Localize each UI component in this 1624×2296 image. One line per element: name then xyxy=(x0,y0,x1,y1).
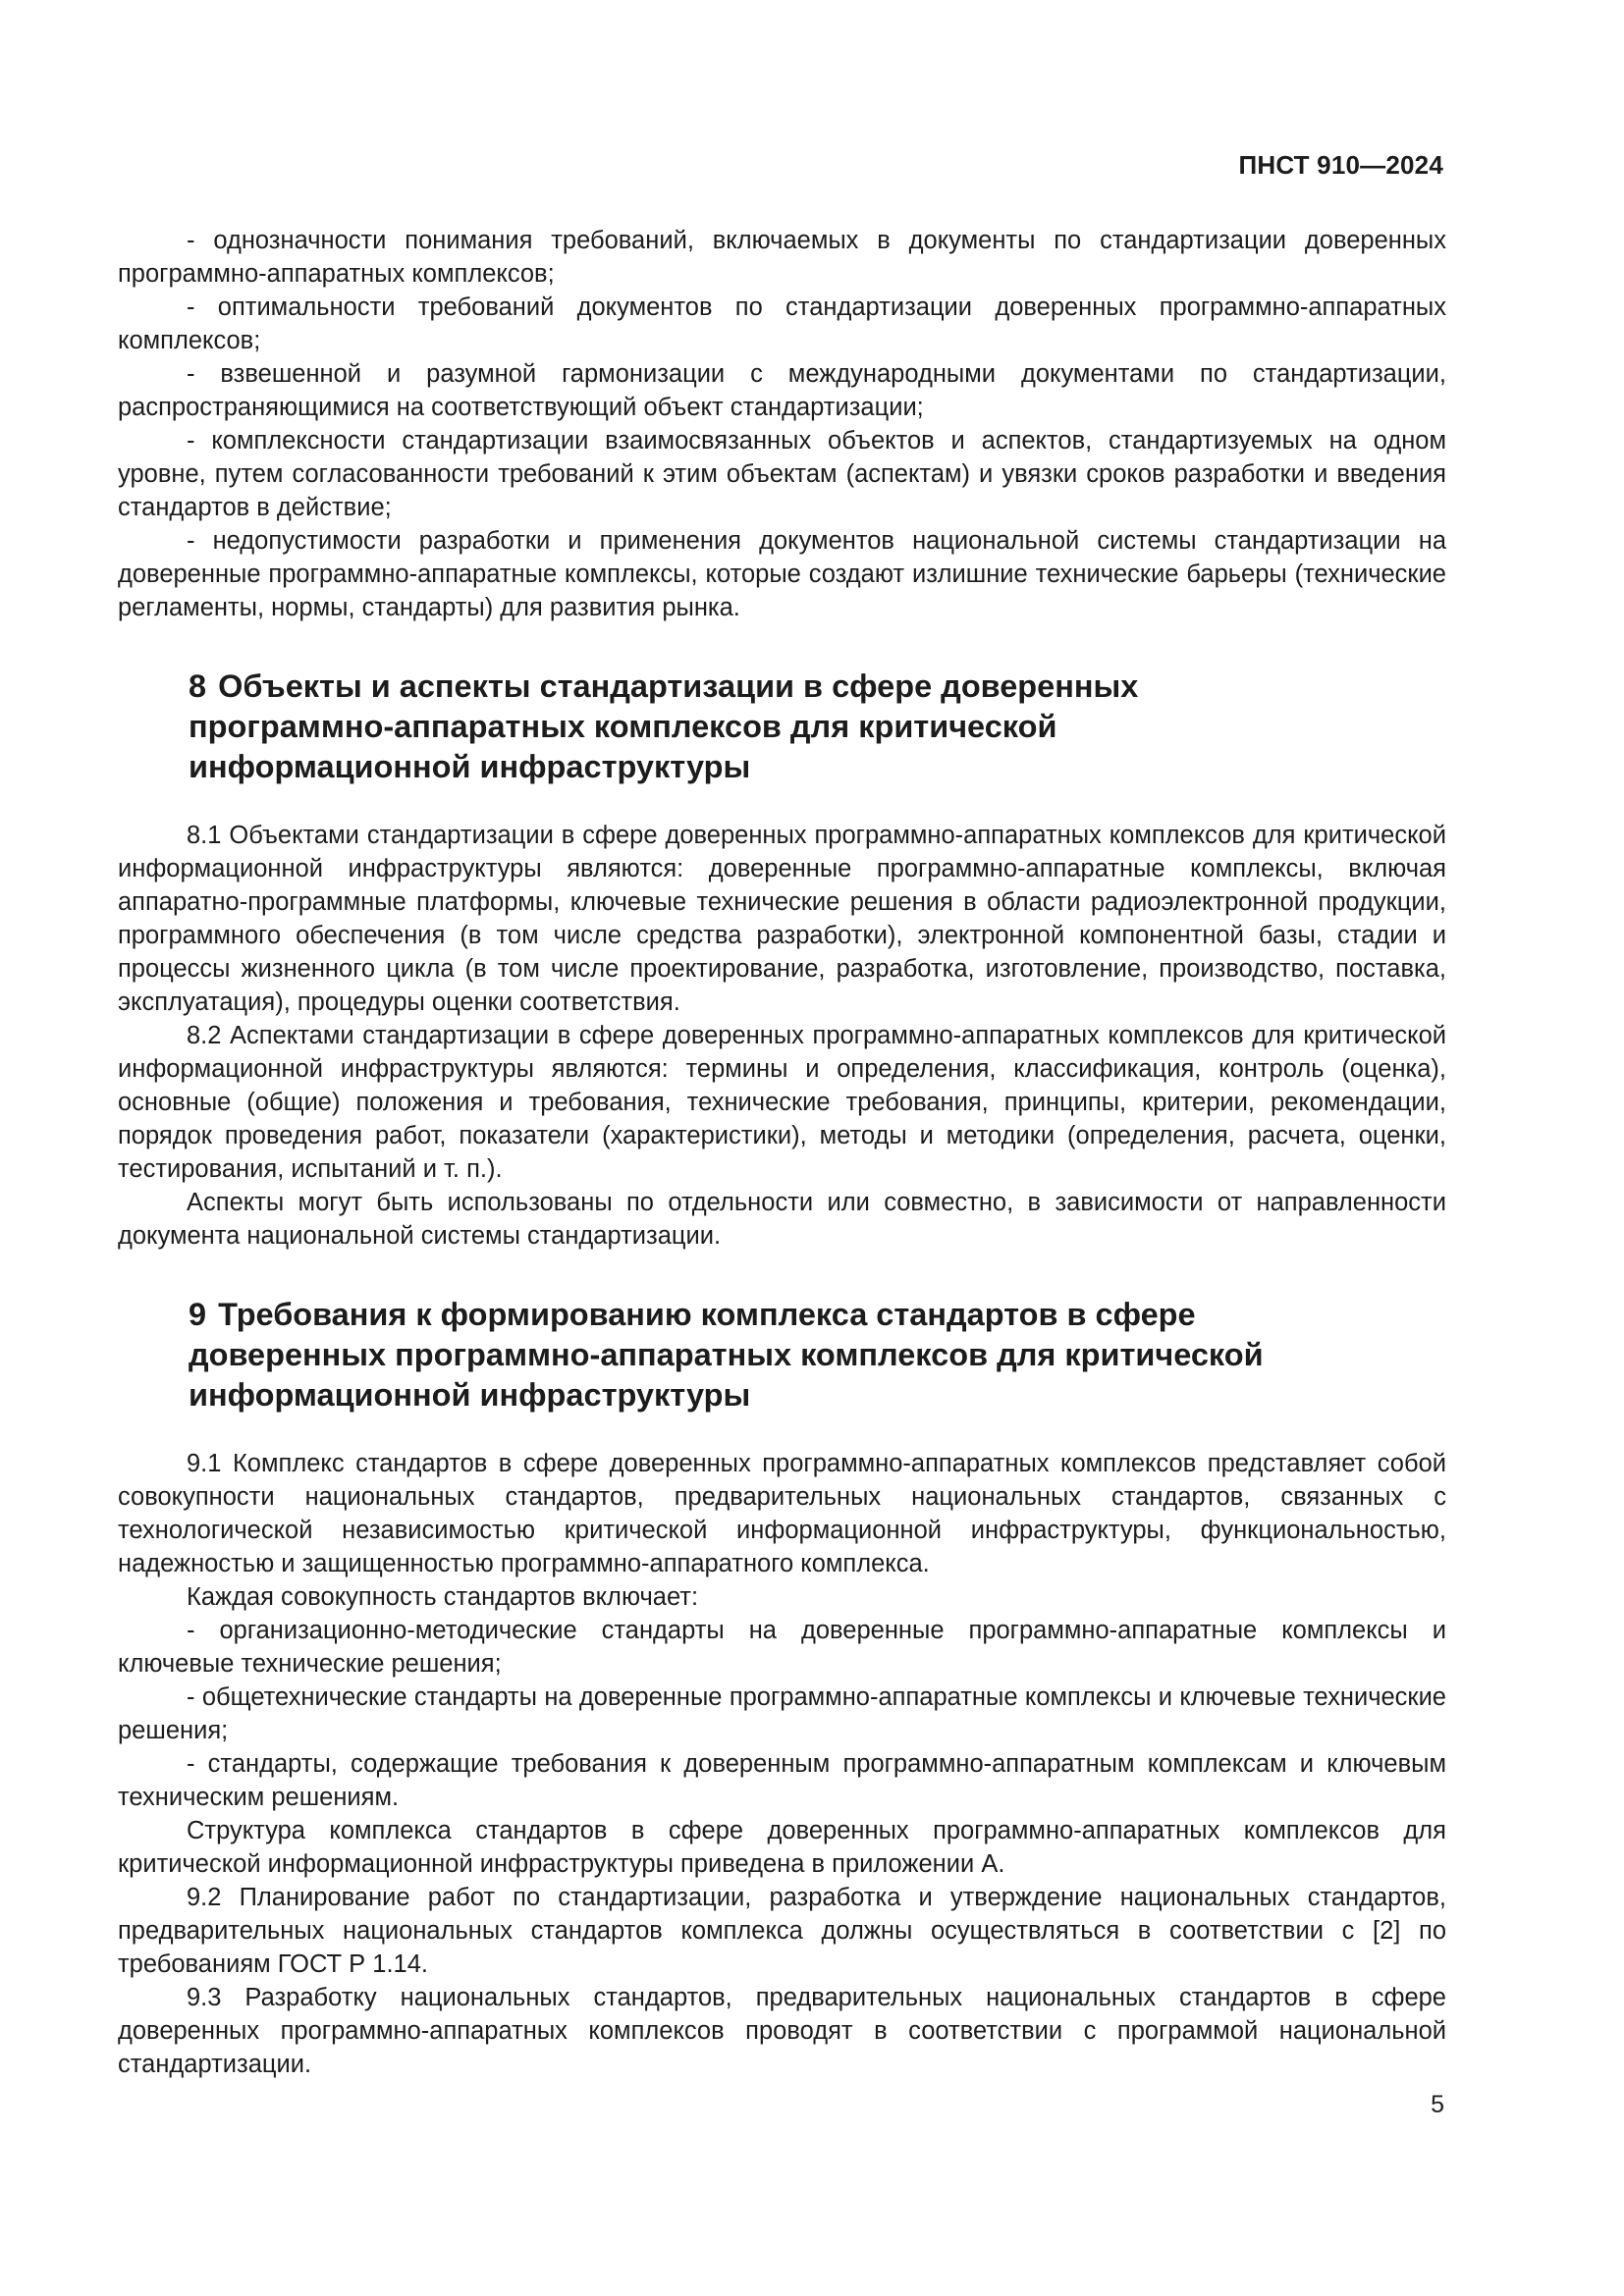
section-9-paragraph: 9.1 Комплекс стандартов в сфере доверенных программно-аппаратных комплексов представляет собой совокупности национальных стандартов, предварительных национальных стандартов, связанных с технологической независимостью критической информационной инфраструктуры, функциональностью, надежностью и защищенностью программно-аппаратного комплекса. xyxy=(118,1450,1446,1577)
section-8-paragraph: Аспекты могут быть использованы по отдельности или совместно, в зависимости от направленности документа национальной системы стандартизации. xyxy=(118,1189,1446,1250)
section-9-paragraph: 9.2 Планирование работ по стандартизации, разработка и утверждение национальных стандартов, предварительных национальных стандартов комплекса должны осуществляться в соответствии с [2] по требованиям ГОСТ Р 1.14. xyxy=(118,1884,1446,1978)
section-9-paragraph: 9.3 Разработку национальных стандартов, предварительных национальных стандартов в сфере доверенных программно-аппаратных комплексов проводят в соответствии с программой национальной стандартизации. xyxy=(118,1984,1446,2078)
document-code: ПНСТ 910—2024 xyxy=(1238,150,1443,180)
section-8-title-line: Объекты и аспекты стандартизации в сфере доверенных xyxy=(218,668,1139,704)
section-8-heading xyxy=(118,667,1446,787)
list-item: - комплексности стандартизации взаимосвязанных объектов и аспектов, стандартизуемых на одном уровне, путем согласованности требований к этим объектам (аспектам) и увязки сроков разработки и введения стандартов в действие; xyxy=(118,427,1446,521)
section-8-paragraph: 8.1 Объектами стандартизации в сфере доверенных программно-аппаратных комплексов для критической информационной инфраструктуры являются: доверенные программно-аппаратные комплексы, включая аппаратно-программные платформы, ключевые технические решения в области радиоэлектронной продукции, программного обеспечения (в том числе средства разработки), электронной компонентной базы, стадии и процессы жизненного цикла (в том числе проектирование, разработка, изготовление, производство, поставка, эксплуатация), процедуры оценки соответствия. xyxy=(118,822,1446,1016)
list-item: - организационно-методические стандарты на доверенные программно-аппаратные комплексы и ключевые технические решения; xyxy=(118,1617,1446,1678)
list-item: - общетехнические стандарты на доверенные программно-аппаратные комплексы и ключевые технические решения; xyxy=(118,1683,1446,1744)
section-9-paragraph: Каждая совокупность стандартов включает: xyxy=(187,1583,699,1611)
section-9-number: 9 xyxy=(189,1297,207,1332)
page-content xyxy=(118,224,1446,2081)
section-8-paragraph: 8.2 Аспектами стандартизации в сфере доверенных программно-аппаратных комплексов для критической информационной инфраструктуры являются: термины и определения, классификация, контроль (оценка), основные (общие) положения и требования, технические требования, принципы, критерии, рекомендации, порядок проведения работ, показатели (характеристики), методы и методики (определения, расчета, оценки, тестирования, испытаний и т. п.). xyxy=(118,1022,1446,1183)
section-8-title-line: информационной инфраструктуры xyxy=(189,749,751,784)
section-9-title-line: Требования к формированию комплекса стандартов в сфере xyxy=(218,1297,1196,1332)
list-item: - однозначности понимания требований, включаемых в документы по стандартизации доверенных программно-аппаратных комплексов; xyxy=(118,227,1446,288)
list-item: - взвешенной и разумной гармонизации с международными документами по стандартизации, распространяющимися на соответствующий объект стандартизации; xyxy=(118,360,1446,421)
section-8-title-line: программно-аппаратных комплексов для критической xyxy=(189,709,1057,744)
section-9-paragraph: Структура комплекса стандартов в сфере доверенных программно-аппаратных комплексов для критической информационной инфраструктуры приведена в приложении А. xyxy=(118,1817,1446,1878)
section-9-heading xyxy=(118,1295,1446,1415)
list-item: - недопустимости разработки и применения документов национальной системы стандартизации на доверенные программно-аппаратные комплексы, которые создают излишние технические барьеры (технические регламенты, нормы, стандарты) для развития рынка. xyxy=(118,527,1446,621)
section-8-number: 8 xyxy=(189,668,207,704)
list-item: - стандарты, содержащие требования к доверенным программно-аппаратным комплексам и ключевым техническим решениям. xyxy=(118,1750,1446,1811)
page-number: 5 xyxy=(1431,2091,1444,2118)
section-9-title-line: доверенных программно-аппаратных комплексов для критической xyxy=(189,1337,1264,1372)
list-item: - оптимальности требований документов по стандартизации доверенных программно-аппаратных комплексов; xyxy=(118,294,1446,354)
section-9-title-line: информационной инфраструктуры xyxy=(189,1377,751,1413)
